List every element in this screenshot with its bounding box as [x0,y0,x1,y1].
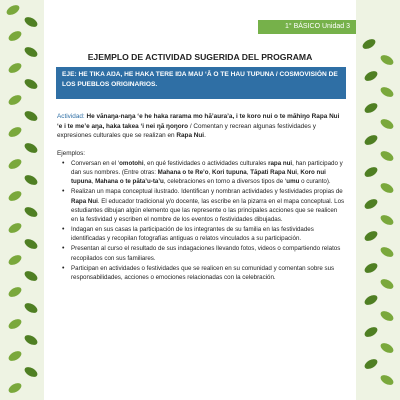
decorative-fern-border-right [356,0,400,400]
examples-label: Ejemplos: [57,150,86,157]
list-item: • Realizan un mapa conceptual ilustrado. Identifican y nombran actividades y festividades propias de Rapa Nui. El educador tradicional y/o docente, las escribe en la pizarra en el mapa conceptual. Los estudiantes dibujan algún elemento que las represente o las principales acciones que se realicen en la festividad y escriben el nombre de los eventos o festividades dibujadas. [71,187,345,223]
eje-header: EJE: HE TIKA AŊA, HE HAKA TERE IŊA MAU ‘Ā O TE HAU TUPUNA / COSMOVISIÓN DE LOS PUEBLOS ORIGINARIOS. [56,67,346,99]
activity-end: . [204,132,206,139]
list-item: • Conversan en el ‘omotohi, en qué festividades o actividades culturales rapa nui, han participado y dan sus nombres. (Entre otras: Mahana o te Re’o, Kori tupuna, Tāpati Rapa Nui, Koro nui tupuna, Mahana o te pāta’u-ta’u, celebraciones en torno a diversos tipos de ‘umu o curanto). [71,159,345,186]
activity-spanish-text: / Comentan y recrean algunas festividades y expresiones culturales que se realizan en [57,122,316,139]
list-item: • Presentan al curso el resultado de sus indagaciones llevando fotos, videos o compartiendo relatos recopilados con sus familiares. [71,244,345,262]
examples-list [57,159,345,283]
list-item: • Participan en actividades o festividades que se realicen en su comunidad y comentan sobre sus responsabilidades, acciones o emociones relacionadas con la celebración. [71,264,345,282]
activity-description [57,112,345,141]
decorative-fern-border-left [0,0,44,400]
activity-place: Rapa Nui [176,132,205,139]
list-item: • Indagan en sus casas la participación de los integrantes de su familia en las festividades identificadas y recopilan fotografías antiguas o relatos vinculados a su participación. [71,225,345,243]
page-title: EJEMPLO DE ACTIVIDAD SUGERIDA DEL PROGRAMA [87,52,313,62]
activity-label: Actividad: [57,113,85,120]
grade-unit-badge: 1° BÁSICO Unidad 3 [258,20,356,34]
activity-rapanui-text: He vānaŋa-naŋa ‘e he haka rarama mo hā’aura’a, i te koro nui o te māhiŋo Rapa Nui ‘e i te me’e aŋa, haka takea ‘i nei ŋā ŋoŋoro [57,113,340,130]
